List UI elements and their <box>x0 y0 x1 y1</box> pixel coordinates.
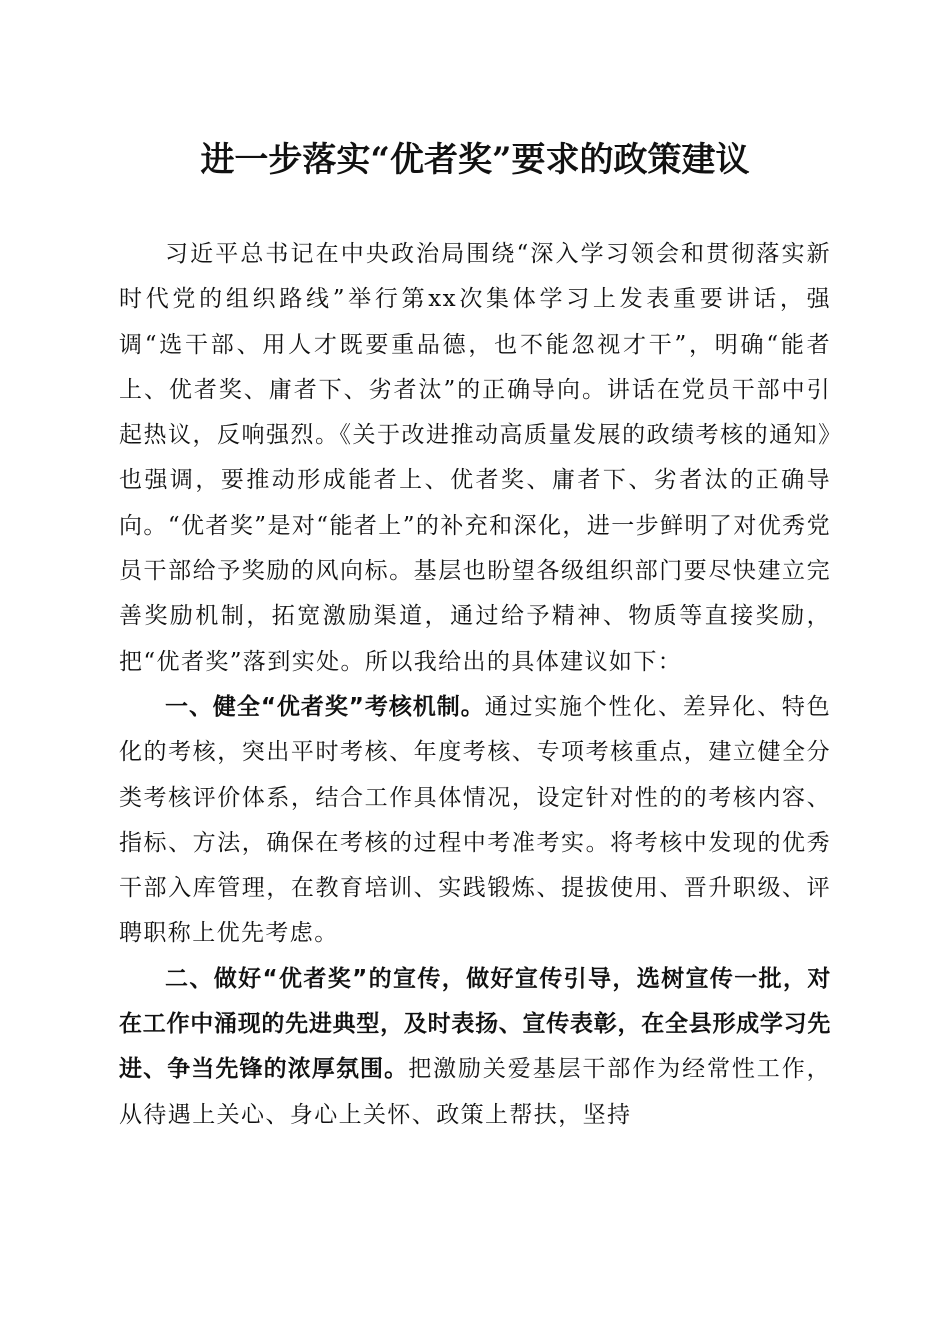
section-text-2: 把激励关爱基层干部作为经常性工作，从待遇上关心、身心上关怀、政策上帮扶，坚持 <box>119 1056 831 1128</box>
intro-paragraph: 习近平总书记在中央政治局围绕“深入学习领会和贯彻落实新时代党的组织路线”举行第xx次集体学习上发表重要讲话，强调“选干部、用人才既要重品德，也不能忽视才干”，明确“能者上、优者奖、庸者下、劣者汰”的正确导向。讲话在党员干部中引起热议，反响强烈。《关于改进推动高质量发展的政绩考核的通知》也强调，要推动形成能者上、优者奖、庸者下、劣者汰的正确导向。“优者奖”是对“能者上”的补充和深化，进一步鲜明了对优秀党员干部给予奖励的风向标。基层也盼望各级组织部门要尽快建立完善奖励机制，拓宽激励渠道，通过给予精神、物质等直接奖励，把“优者奖”落到实处。所以我给出的具体建议如下： <box>119 241 831 675</box>
document-body <box>119 232 831 1138</box>
section-heading-1: 一、健全“优者奖”考核机制。 <box>165 693 485 720</box>
section-heading-2: 二、做好“优者奖”的宣传，做好宣传引导，选树宣传一批，对在工作中涌现的先进典型，及时表扬、宣传表彰，在全县形成学习先进、争当先锋的浓厚氛围。 <box>119 965 831 1083</box>
document-title: 进一步落实“优者奖”要求的政策建议 <box>200 140 750 180</box>
section-text-1: 通过实施个性化、差异化、特色化的考核，突出平时考核、年度考核、专项考核重点，建立健全分类考核评价体系，结合工作具体情况，设定针对性的的考核内容、指标、方法，确保在考核的过程中考准考实。将考核中发现的优秀干部入库管理，在教育培训、实践锻炼、提拔使用、晋升职级、评聘职称上优先考虑。 <box>119 693 831 947</box>
section-paragraph-1 <box>119 685 831 957</box>
section-paragraph-2 <box>119 957 831 1138</box>
